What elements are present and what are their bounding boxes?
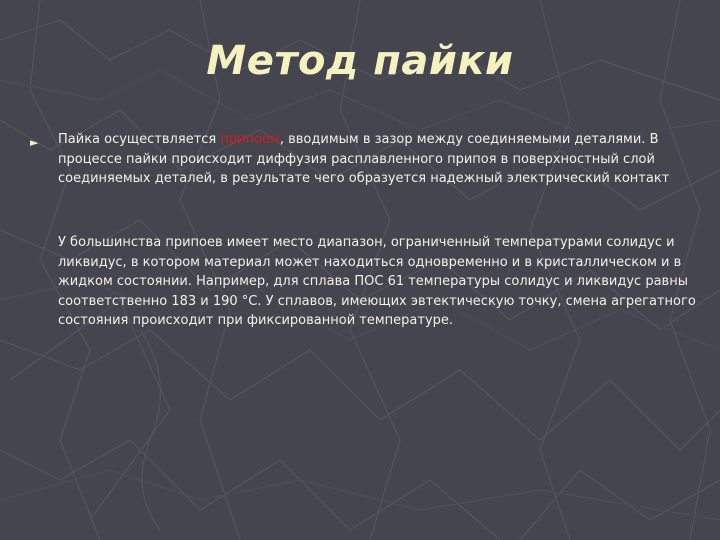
- bullet-arrow-icon: ►: [30, 136, 39, 149]
- paragraph-suffix: , вводимым в зазор между соединяемыми деталями. В процессе пайки происходит диффузия расплавленного припоя в поверхностный слой соединяемых деталей, в результате чего образуется надежный электрический контакт: [58, 132, 670, 186]
- paragraph-solder-range: У большинства припоев имеет место диапазон, ограниченный температурами солидус и ликвидус, в котором материал может находиться одновременно и в кристаллическом и в жидком состоянии. Например, для сплава ПОС 61 температуры солидус и ликвидус равны соответственно 183 и 190 °С. У сплавов, имеющих эвтектическую точку, смена агрегатного состояния происходит при фиксированной температуре.: [58, 235, 696, 328]
- paragraph-soldering: [58, 130, 698, 189]
- highlight-term: припоем: [220, 132, 280, 147]
- slide-title: Метод пайки: [206, 38, 514, 84]
- paragraph-prefix: Пайка осуществляется: [58, 132, 221, 147]
